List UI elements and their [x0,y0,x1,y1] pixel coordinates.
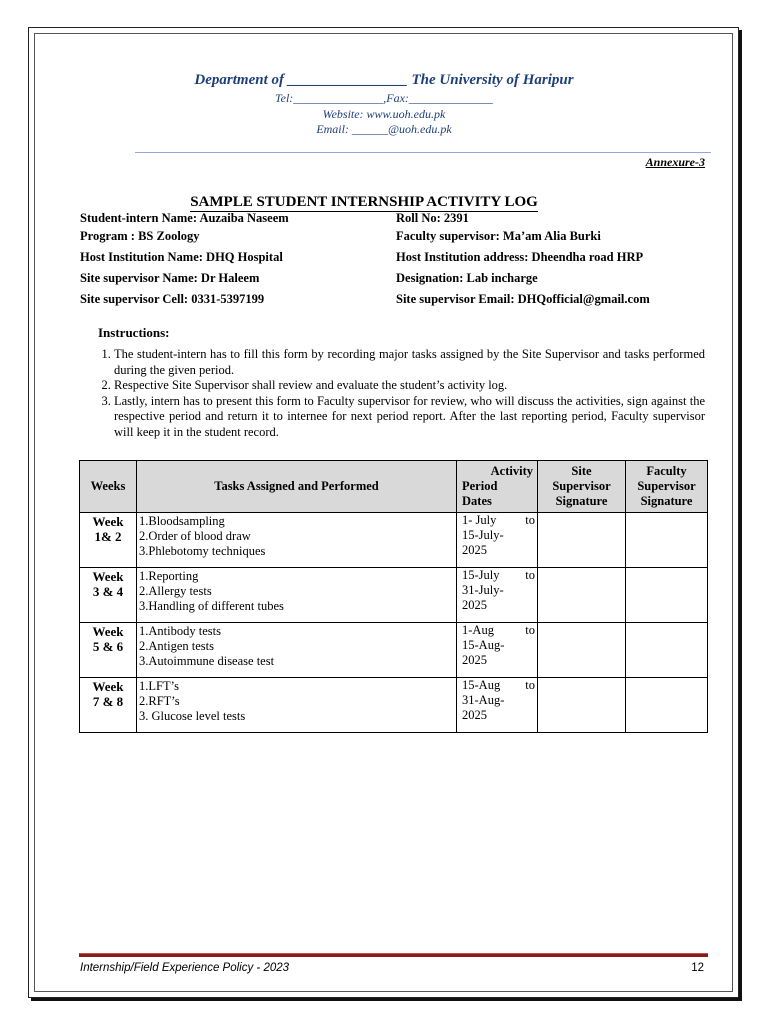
week-label: Week [92,569,124,584]
week-cell [80,513,137,568]
task-item: 1.Antibody tests [139,624,221,638]
header-divider [135,152,711,153]
task-item: 2.Antigen tests [139,639,214,653]
faculty-signature-cell[interactable] [626,568,708,623]
site-supervisor-email: Site supervisor Email: DHQofficial@gmail.com [396,292,650,306]
letterhead-department: Department of ________________ The University of Haripur [194,72,574,88]
header-weeks: Weeks [80,461,137,513]
faculty-supervisor: Faculty supervisor: Ma’am Alia Burki [396,229,601,243]
date-year: 2025 [462,653,487,667]
site-supervisor-cell: Site supervisor Cell: 0331-5397199 [80,292,265,306]
annexure-label: Annexure-3 [645,155,705,169]
date-to: to [525,513,535,527]
faculty-signature-cell[interactable] [626,623,708,678]
task-item: 1.Bloodsampling [139,514,225,528]
date-year: 2025 [462,598,487,612]
week-label: Week [92,514,124,529]
date-start: 1- July [462,513,497,527]
document-title [0,194,728,211]
week-cell [80,568,137,623]
table-row [80,623,708,678]
week-label: Week [92,679,124,694]
header-faculty-line: Faculty [646,464,687,478]
header-dates-line: Activity [490,464,533,478]
task-item: 3.Autoimmune disease test [139,654,275,668]
header-faculty-line: Supervisor [637,479,696,493]
date-year: 2025 [462,708,487,722]
host-institution-name: Host Institution Name: DHQ Hospital [80,250,283,264]
date-year: 2025 [462,543,487,557]
table-row [80,513,708,568]
date-end: 15-July- [462,528,504,542]
letterhead-website: Website: www.uoh.edu.pk [322,107,446,121]
activity-log-table [79,460,708,733]
header-site-line: Site [571,464,592,478]
table-header-row [80,461,708,513]
letterhead-tel-fax: Tel:_______________,Fax:______________ [275,91,493,105]
dates-cell [457,678,538,733]
tasks-cell [137,623,457,678]
faculty-signature-cell[interactable] [626,678,708,733]
task-item: 1.Reporting [139,569,199,583]
date-to: to [525,623,535,637]
dates-cell [457,568,538,623]
week-range: 5 & 6 [92,639,124,654]
date-to: to [525,568,535,582]
table-row [80,568,708,623]
task-item: 2.Allergy tests [139,584,212,598]
date-to: to [525,678,535,692]
header-site-line: Signature [555,494,608,508]
week-range: 1& 2 [94,529,122,544]
date-end: 15-Aug- [462,638,505,652]
instruction-item: 1. The student-intern has to fill this form by recording major tasks assigned by the Site Supervisor and tasks performed during the given period. [114,347,705,378]
program: Program : BS Zoology [80,229,200,243]
instruction-item: 3. Lastly, intern has to present this form to Faculty supervisor for review, who will discuss the activities, sign against the respective period and return it to internee for next period report. After the last reporting period, Faculty supervisor will keep it in the student record. [114,394,705,441]
instructions-heading: Instructions: [98,325,170,340]
tasks-cell [137,513,457,568]
dates-cell [457,513,538,568]
date-start: 1-Aug [462,623,494,637]
header-dates-line: Period [462,479,498,493]
header-faculty-line: Signature [640,494,693,508]
site-signature-cell[interactable] [538,678,626,733]
week-label: Week [92,624,124,639]
header-dates-line: Dates [462,494,492,508]
site-signature-cell[interactable] [538,568,626,623]
date-end: 31-Aug- [462,693,505,707]
document-title-text: SAMPLE STUDENT INTERNSHIP ACTIVITY LOG [190,194,538,210]
roll-number: Roll No: 2391 [396,211,469,225]
footer-divider [79,953,708,957]
date-end: 31-July- [462,583,504,597]
host-institution-address: Host Institution address: Dheendha road HRP [396,250,644,264]
table-row [80,678,708,733]
task-item: 1.LFT’s [139,679,179,693]
designation: Designation: Lab incharge [396,271,538,285]
page-number: 12 [691,962,704,974]
site-supervisor-name: Site supervisor Name: Dr Haleem [80,271,260,285]
site-signature-cell[interactable] [538,623,626,678]
date-start: 15-Aug [462,678,501,692]
site-signature-cell[interactable] [538,513,626,568]
instruction-item: 2. Respective Site Supervisor shall review and evaluate the student’s activity log. [114,378,705,394]
task-item: 3.Phlebotomy techniques [139,544,266,558]
footer-policy-title: Internship/Field Experience Policy - 2023 [80,962,290,974]
task-item: 3. Glucose level tests [139,709,246,723]
week-range: 7 & 8 [92,694,124,709]
header-tasks: Tasks Assigned and Performed [137,461,457,513]
week-range: 3 & 4 [92,584,124,599]
task-item: 2.Order of blood draw [139,529,251,543]
tasks-cell [137,678,457,733]
dates-cell [457,623,538,678]
header-site-line: Supervisor [552,479,611,493]
instructions-list [79,347,705,440]
header-activity-dates [457,461,538,513]
faculty-signature-cell[interactable] [626,513,708,568]
letterhead-email: Email: ______@uoh.edu.pk [316,122,452,136]
student-name: Student-intern Name: Auzaiba Naseem [80,211,289,225]
date-start: 15-July [462,568,500,582]
task-item: 2.RFT’s [139,694,180,708]
header-site-signature [538,461,626,513]
week-cell [80,623,137,678]
week-cell [80,678,137,733]
tasks-cell [137,568,457,623]
header-faculty-signature [626,461,708,513]
task-item: 3.Handling of different tubes [139,599,284,613]
